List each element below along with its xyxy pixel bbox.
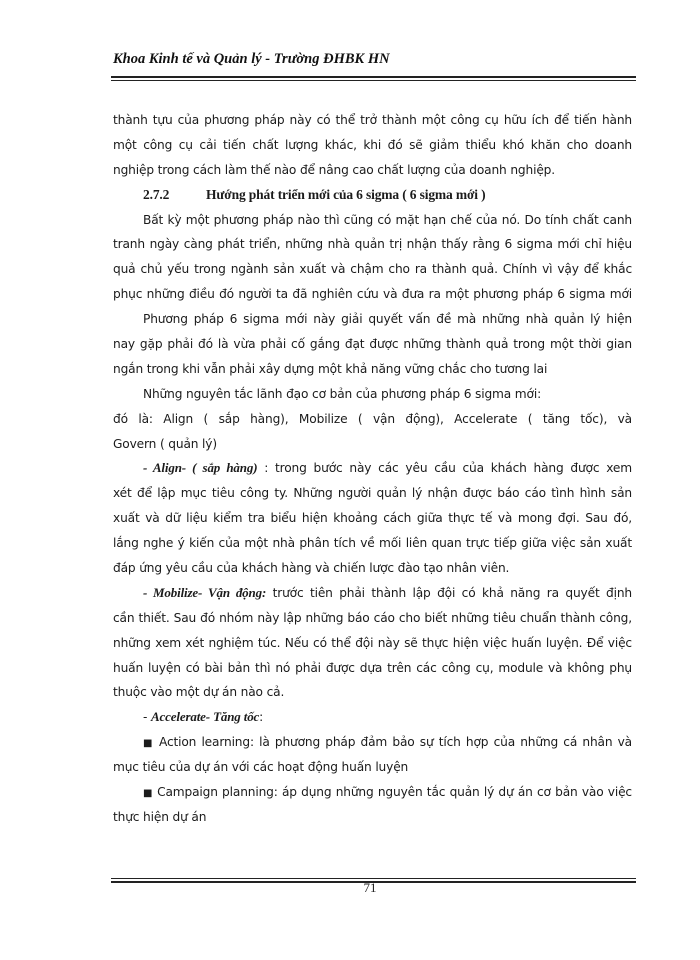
accelerate-heading (113, 705, 632, 730)
paragraph-line: đáp ứng yêu cầu của khách hàng và chiến lược đào tạo nhân viên. (113, 561, 510, 576)
paragraph-line: Những nguyên tắc lãnh đạo cơ bản của phương pháp 6 sigma mới: (143, 386, 542, 401)
square-bullet-icon: ■ (143, 788, 153, 800)
paragraph-line: ngắn trong khi vẫn phải xây dựng một khả năng vững chắc cho tương lai (113, 361, 548, 376)
paragraph-line: thành tựu của phương pháp này có thể trở thành một công cụ hữu ích để tiến hành (113, 113, 632, 127)
paragraph-line: thuộc vào một dự án nào cả. (113, 685, 285, 700)
section-heading (113, 183, 632, 208)
paragraph-line: thực hiện dự án (113, 809, 207, 824)
mobilize-text: trước tiên phải thành lập đội có khả năng ra quyết định (266, 585, 632, 600)
paragraph-line: quả chủ yếu trong ngành sản xuất và chậm cho ra thành quả. Chính vì vậy để khắc (113, 262, 632, 277)
paragraph-line: cần thiết. Sau đó nhóm này lập những báo cáo cho biết những tiêu chuẩn thành công, (113, 610, 632, 625)
bullet-item (113, 780, 632, 805)
mobilize-paragraph-first-line (113, 581, 632, 606)
align-paragraph-first-line (113, 456, 632, 481)
section-number: 2.7.2 (143, 186, 170, 202)
accelerate-dash: - (143, 710, 151, 725)
paragraph-line: nay gặp phải đó là vừa phải cố gắng đạt được những thành quả trong một thời gian (113, 337, 632, 352)
footer-rule-thin (111, 878, 636, 879)
document-body (113, 108, 632, 830)
header-rule-thin (111, 80, 636, 81)
paragraph-line: một công cụ cải tiến chất lượng khác, khi đó sẽ giảm thiểu khó khăn cho doanh (113, 137, 632, 152)
paragraph-line: Phương pháp 6 sigma mới này giải quyết vấn đề mà những nhà quản lý hiện (143, 312, 632, 327)
paragraph-line: huấn luyện có bài bản thì nó phải được dựa trên các công cụ, module và không phụ (113, 660, 632, 675)
paragraph-line: nghiệp trong cách làm thế nào để nâng cao chất lượng của doanh nghiệp. (113, 162, 555, 177)
paragraph-line: Bất kỳ một phương pháp nào thì cũng có mặt hạn chế của nó. Do tính chất canh (143, 212, 632, 227)
paragraph-line: những xem xét nghiệm túc. Nếu có thể đội này sẽ thực hiện việc huấn luyện. Để việc (113, 635, 632, 650)
paragraph-line: tranh ngày càng phát triển, những nhà quản trị nhận thấy rằng 6 sigma mới chỉ hiệu (113, 237, 632, 252)
accelerate-label: Accelerate- Tăng tốc (150, 709, 260, 725)
paragraph-line: xét để lập mục tiêu công ty. Những người quản lý nhận được báo cáo tình hình sản (113, 486, 632, 501)
document-header-title: Khoa Kinh tế và Quản lý - Trường ĐHBK HN (113, 51, 390, 67)
align-label: - Align- ( sắp hàng) (143, 460, 258, 476)
square-bullet-icon: ■ (143, 738, 154, 750)
bullet-text: Campaign planning: áp dụng những nguyên tắc quản lý dự án cơ bản vào việc (152, 785, 632, 800)
align-text: : trong bước này các yêu cầu của khách hàng được xem (257, 461, 632, 476)
paragraph-line: đó là: Align ( sắp hàng), Mobilize ( vận động), Accelerate ( tăng tốc), và (113, 411, 632, 426)
mobilize-label: - Mobilize- Vận động: (143, 584, 267, 600)
section-title: Hướng phát triển mới của 6 sigma ( 6 sigma mới ) (206, 186, 486, 202)
paragraph-line: lắng nghe ý kiến của một nhà phân tích về mối liên quan trực tiếp giữa việc sản xuất (113, 536, 632, 551)
bullet-item (113, 730, 632, 755)
paragraph-line: mục tiêu của dự án với các hoạt động huấn luyện (113, 760, 409, 775)
paragraph-line: xuất và dữ liệu kiểm tra biểu hiện khoảng cách giữa thực tế và mong đợi. Sau đó, (113, 511, 632, 526)
accelerate-colon: : (259, 710, 264, 725)
header-rule (111, 76, 636, 78)
page-number: 71 (363, 880, 377, 895)
paragraph-line: phục những điều đó người ta đã nghiên cứu và đưa ra một phương pháp 6 sigma mới (113, 287, 632, 302)
bullet-text: Action learning: là phương pháp đảm bảo sự tích hợp của những cá nhân và (153, 735, 632, 750)
paragraph-line: Govern ( quản lý) (113, 436, 217, 451)
